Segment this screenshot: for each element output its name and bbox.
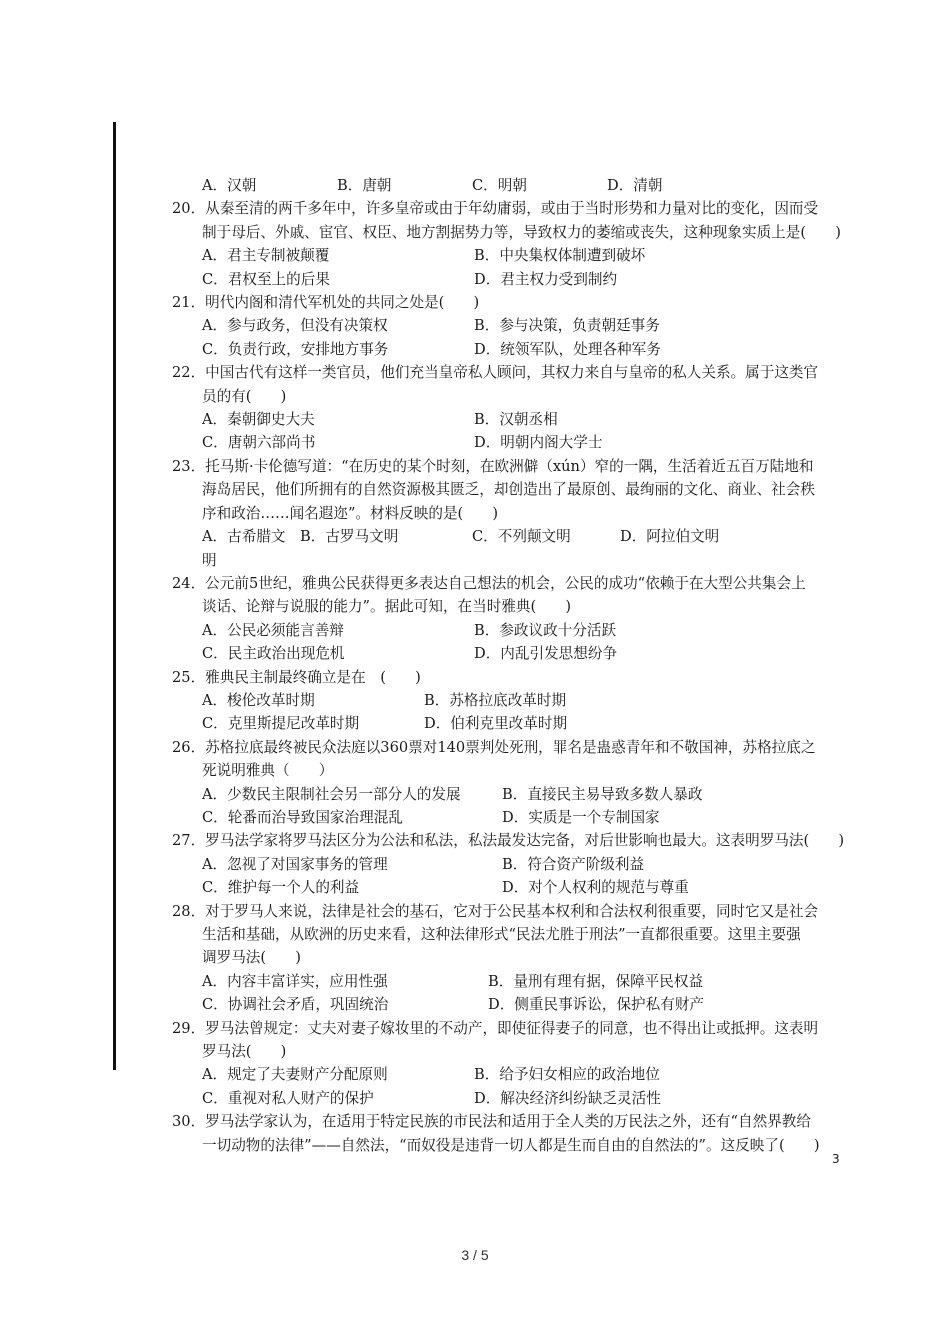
question-26 — [172, 736, 852, 830]
option: C．维护每一个人的利益 — [202, 879, 360, 897]
option: D．侧重民事诉讼，保护私有财产 — [488, 996, 705, 1014]
question-21 — [172, 291, 852, 361]
option: B．唐朝 — [337, 177, 392, 194]
option: B．参与决策，负责朝廷事务 — [474, 317, 660, 335]
question-stem: 20．从秦至清的两千多年中，许多皇帝或由于年幼庸弱，或由于当时形势和力量对比的变化，因而受 — [172, 200, 819, 218]
option: B．苏格拉底改革时期 — [424, 691, 567, 709]
question-stem-cont: 调罗马法( ) — [202, 949, 301, 967]
question-28 — [172, 900, 852, 1017]
option: A．梭伦改革时期 — [202, 691, 315, 709]
option: C．克里斯提尼改革时期 — [202, 715, 360, 733]
option: D．伯利克里改革时期 — [424, 715, 568, 733]
question-stem-cont: 生活和基础，从欧洲的历史来看，这种法律形式“民法尤胜于刑法”一直都很重要。这里主要强 — [202, 926, 801, 943]
question-stem: 22．中国古代有这样一类官员，他们充当皇帝私人顾问，其权力来自与皇帝的私人关系。属于这类官 — [172, 364, 819, 382]
option: B．符合资产阶级利益 — [502, 855, 645, 873]
option: C．重视对私人财产的保护 — [202, 1089, 374, 1107]
option: C．轮番而治导致国家治理混乱 — [202, 808, 403, 826]
question-stem: 24．公元前5世纪，雅典公民获得更多表达自己想法的机会，公民的成功“依赖于在大型公共集会上 — [172, 574, 806, 592]
question-24 — [172, 572, 852, 666]
question-stem: 28．对于罗马人来说，法律是社会的基石，它对于公民基本权利和合法权利很重要，同时它又是社会 — [172, 902, 819, 920]
question-20 — [172, 197, 852, 291]
question-stem-cont: 序和政治……闻名遐迩”。材料反映的是( ) — [202, 504, 499, 522]
option: C．不列颠文明 — [472, 528, 571, 546]
q19-options — [172, 174, 852, 197]
option: B．给予妇女相应的政治地位 — [474, 1066, 660, 1084]
option: D．清朝 — [607, 177, 663, 194]
question-22 — [172, 361, 852, 455]
option: D．对个人权利的规范与尊重 — [502, 879, 689, 897]
question-stem-cont: 员的有( ) — [202, 387, 287, 405]
option: C．协调社会矛盾，巩固统治 — [202, 996, 389, 1014]
question-stem: 26．苏格拉底最终被民众法庭以360票对140票判处死刑，罪名是蛊惑青年和不敬国神，苏格拉底之 — [172, 738, 816, 756]
option: A．参与政务，但没有决策权 — [202, 317, 388, 335]
question-stem-cont: 制于母后、外戚、宦官、权臣、地方割据势力等，导致权力的萎缩或丧失，这种现象实质上是( ) — [202, 223, 841, 241]
option: D．实质是一个专制国家 — [502, 808, 660, 826]
option: D．君主权力受到制约 — [474, 270, 618, 288]
question-25 — [172, 666, 852, 736]
binding-margin-line — [113, 122, 116, 1070]
option: D．内乱引发思想纷争 — [474, 645, 618, 663]
question-stem: 23．托马斯·卡伦德写道：“在历史的某个时刻，在欧洲僻（xún）窄的一隅，生活着近五百万陆地和 — [172, 457, 814, 475]
option: A．古希腊文明 — [202, 528, 286, 569]
question-stem-cont: 一切动物的法律”——自然法，“而奴役是违背一切人都是生而自由的自然法的”。这反映了( ) — [202, 1136, 820, 1154]
option: B．参政议政十分活跃 — [474, 621, 617, 639]
question-stem-cont: 死说明雅典（ ） — [202, 762, 334, 780]
question-stem-cont: 罗马法( ) — [202, 1043, 287, 1061]
option: A．汉朝 — [202, 177, 257, 194]
question-stem: 27．罗马法学家将罗马法区分为公法和私法，私法最发达完备，对后世影响也最大。这表明罗马法( ) — [172, 832, 845, 850]
question-stem: 21．明代内阁和清代军机处的共同之处是( ) — [172, 294, 480, 312]
question-27 — [172, 829, 852, 899]
question-stem-cont: 谈话、论辩与说服的能力”。据此可知，在当时雅典( ) — [202, 598, 572, 616]
question-29 — [172, 1017, 852, 1111]
option: A．君主专制被颠覆 — [202, 247, 330, 265]
option: B．中央集权体制遭到破坏 — [474, 247, 646, 265]
question-30 — [172, 1110, 852, 1157]
option: B．古罗马文明 — [300, 528, 399, 546]
option: D．明朝内阁大学士 — [474, 434, 603, 452]
option: A．内容丰富详实，应用性强 — [202, 972, 388, 990]
option: B．汉朝丞相 — [474, 411, 558, 429]
option: C．负责行政，安排地方事务 — [202, 340, 389, 358]
option: C．君权至上的后果 — [202, 270, 330, 288]
option: D．阿拉伯文明 — [620, 528, 720, 546]
option: A．忽视了对国家事务的管理 — [202, 855, 388, 873]
question-23 — [172, 455, 852, 572]
question-stem: 30．罗马法学家认为，在适用于特定民族的市民法和适用于全人类的万民法之外，还有“自然界教给 — [172, 1113, 811, 1131]
option: D．统领军队，处理各种军务 — [474, 340, 661, 358]
page-number: 3 — [832, 1152, 840, 1166]
exam-content — [172, 174, 852, 1157]
option: A．秦朝御史大夫 — [202, 411, 315, 429]
option: D．解决经济纠纷缺乏灵活性 — [474, 1089, 661, 1107]
option: A．少数民主限制社会另一部分人的发展 — [202, 785, 461, 803]
option: B．直接民主易导致多数人暴政 — [502, 785, 703, 803]
option: B．量刑有理有据，保障平民权益 — [488, 972, 704, 990]
page-footer: 3 / 5 — [461, 1247, 489, 1263]
question-stem: 29．罗马法曾规定：丈夫对妻子嫁妆里的不动产，即使征得妻子的同意，也不得出让或抵押。这表明 — [172, 1019, 819, 1037]
option: C．唐朝六部尚书 — [202, 434, 316, 452]
question-stem-cont: 海岛居民，他们所拥有的自然资源极其匮乏，却创造出了最原创、最绚丽的文化、商业、社会秩 — [202, 481, 815, 499]
option: A．规定了夫妻财产分配原则 — [202, 1066, 388, 1084]
option: C．明朝 — [472, 177, 527, 194]
option: A．公民必须能言善辩 — [202, 621, 344, 639]
option: C．民主政治出现危机 — [202, 645, 345, 663]
question-stem: 25．雅典民主制最终确立是在 ( ) — [172, 668, 421, 686]
